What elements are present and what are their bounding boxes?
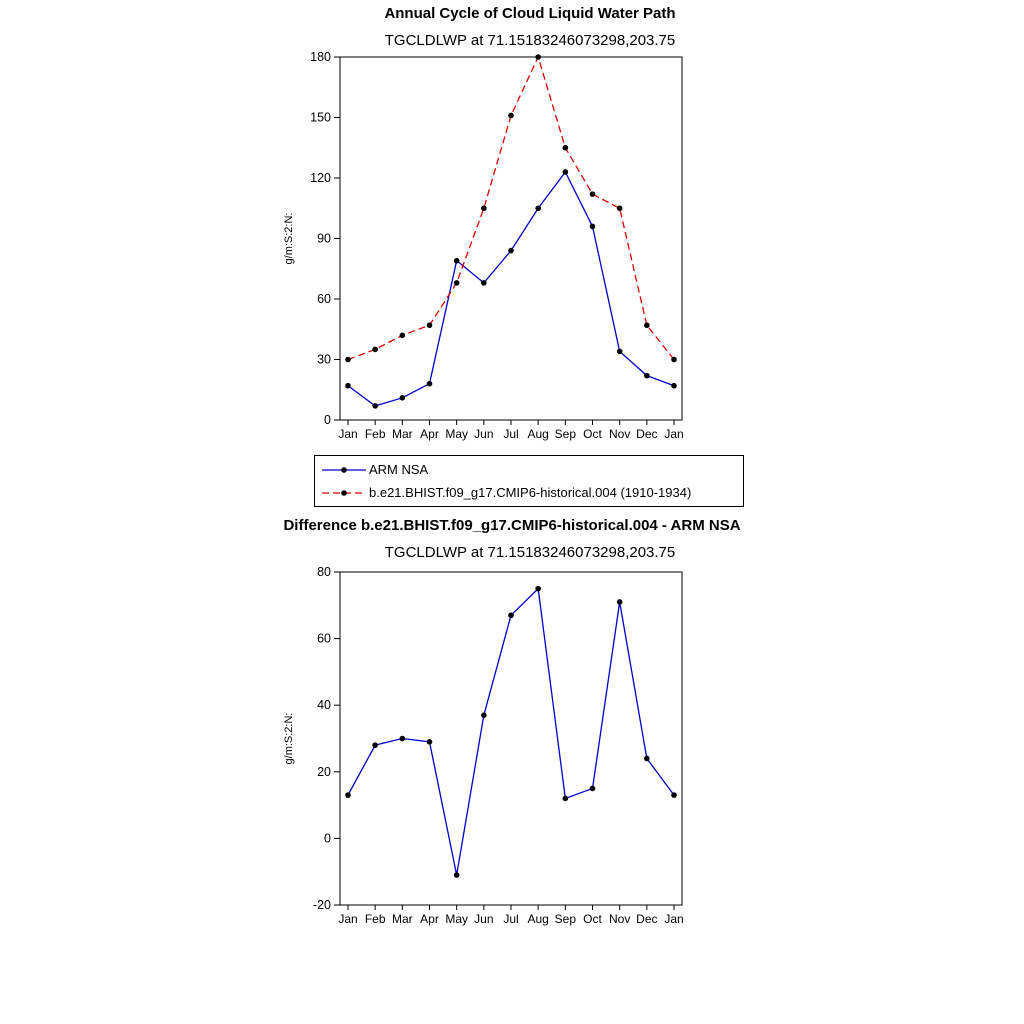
x-tick-label: Nov xyxy=(608,912,631,926)
data-point xyxy=(454,280,460,286)
data-point xyxy=(644,756,650,762)
y-axis-label: g/m:S:2:N: xyxy=(283,212,295,265)
data-point xyxy=(481,712,487,718)
data-point xyxy=(671,792,677,798)
x-tick-label: Jan xyxy=(664,912,684,926)
data-point xyxy=(563,145,569,151)
x-tick-label: Dec xyxy=(636,912,658,926)
y-axis-label: g/m:S:2:N: xyxy=(283,712,295,765)
data-point xyxy=(345,383,351,389)
data-point xyxy=(617,205,623,211)
x-tick-label: Apr xyxy=(420,427,439,441)
annual-cycle-subtitle: TGCLDLWP at 71.15183246073298,203.75 xyxy=(384,32,676,49)
x-tick-label: Apr xyxy=(420,912,439,926)
x-tick-label: Jul xyxy=(503,912,519,926)
x-tick-label: Jun xyxy=(474,427,494,441)
y-tick-label: 180 xyxy=(310,50,331,64)
x-tick-label: Feb xyxy=(364,912,386,926)
series-line xyxy=(348,172,674,406)
data-point xyxy=(427,322,433,328)
legend-item xyxy=(315,458,743,481)
y-tick-label: -20 xyxy=(312,898,331,912)
data-point xyxy=(481,205,487,211)
x-tick-label: Jan xyxy=(664,427,684,441)
x-tick-label: Jun xyxy=(474,912,494,926)
y-tick-label: 120 xyxy=(310,171,331,185)
x-tick-label: Mar xyxy=(391,912,413,926)
x-tick-label: Oct xyxy=(583,912,602,926)
data-point xyxy=(400,333,406,339)
data-point xyxy=(454,258,460,264)
difference-chart xyxy=(270,560,760,935)
x-tick-label: May xyxy=(445,427,469,441)
data-point xyxy=(671,383,677,389)
data-point xyxy=(644,322,650,328)
legend-line-sample xyxy=(321,464,367,476)
y-tick-label: 30 xyxy=(317,352,331,367)
data-point xyxy=(400,736,406,742)
y-tick-label: 0 xyxy=(324,831,331,846)
data-point xyxy=(508,612,514,618)
data-point xyxy=(508,113,514,119)
x-tick-label: Oct xyxy=(583,427,602,441)
y-tick-label: 90 xyxy=(317,231,331,246)
data-point xyxy=(508,248,514,254)
x-tick-label: Feb xyxy=(364,427,386,441)
data-point xyxy=(617,349,623,355)
data-point xyxy=(590,191,596,197)
legend-marker-dot xyxy=(341,467,347,473)
y-tick-label: 0 xyxy=(324,413,331,427)
annual-cycle-title: Annual Cycle of Cloud Liquid Water Path xyxy=(384,5,676,22)
y-tick-label: 20 xyxy=(317,764,331,779)
series-line xyxy=(348,589,674,875)
x-tick-label: Sep xyxy=(554,912,577,926)
x-tick-label: Aug xyxy=(527,427,549,441)
y-tick-label: 60 xyxy=(317,631,331,646)
plot-frame xyxy=(340,57,682,420)
series-line xyxy=(348,57,674,360)
legend-line-sample xyxy=(321,487,367,499)
data-point xyxy=(590,224,596,230)
data-point xyxy=(454,872,460,878)
data-point xyxy=(400,395,406,401)
data-point xyxy=(481,280,487,286)
data-point xyxy=(427,381,433,387)
data-point xyxy=(372,742,378,748)
y-tick-label: 60 xyxy=(317,292,331,306)
data-point xyxy=(563,796,569,802)
x-tick-label: Mar xyxy=(391,427,413,441)
data-point xyxy=(372,347,378,353)
legend-box xyxy=(314,455,744,507)
data-point xyxy=(590,786,596,792)
data-point xyxy=(535,205,541,211)
difference-title: Difference b.e21.BHIST.f09_g17.CMIP6-historical.004 - ARM NSA xyxy=(283,517,741,534)
annual-cycle-chart xyxy=(270,48,760,450)
data-point xyxy=(563,169,569,175)
x-tick-label: Dec xyxy=(636,427,658,441)
x-tick-label: Jan xyxy=(338,912,358,926)
x-tick-label: May xyxy=(445,912,469,926)
data-point xyxy=(617,599,623,605)
data-point xyxy=(671,357,677,363)
legend-label: b.e21.BHIST.f09_g17.CMIP6-historical.004 (1910-1934) xyxy=(369,485,692,500)
x-tick-label: Nov xyxy=(608,427,631,441)
data-point xyxy=(427,739,433,745)
data-point xyxy=(644,373,650,379)
data-point xyxy=(345,792,351,798)
data-point xyxy=(372,403,378,409)
x-tick-label: Sep xyxy=(554,427,577,441)
x-tick-label: Aug xyxy=(527,912,549,926)
data-point xyxy=(535,586,541,592)
x-tick-label: Jul xyxy=(503,427,519,441)
legend-marker-dot xyxy=(341,490,347,496)
difference-subtitle: TGCLDLWP at 71.15183246073298,203.75 xyxy=(384,544,676,561)
y-tick-label: 150 xyxy=(310,110,331,125)
data-point xyxy=(345,357,351,363)
y-tick-label: 80 xyxy=(317,565,331,579)
data-point xyxy=(535,54,541,60)
x-tick-label: Jan xyxy=(338,427,358,441)
y-tick-label: 40 xyxy=(317,698,331,713)
legend-label: ARM NSA xyxy=(369,462,429,477)
legend-item xyxy=(315,481,743,504)
plot-frame xyxy=(340,572,682,905)
